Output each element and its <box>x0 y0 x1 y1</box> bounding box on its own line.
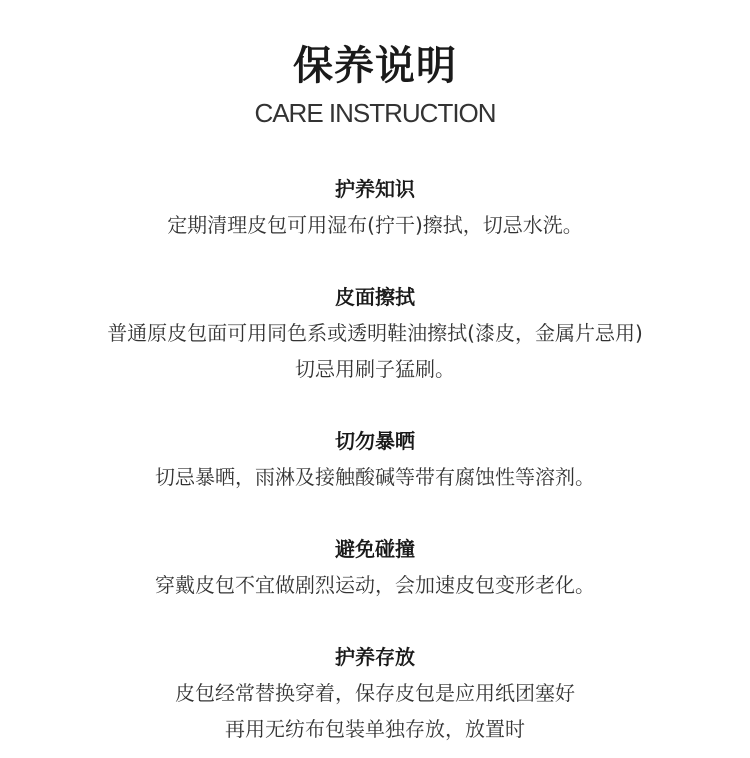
section-text: 再用无纺布包装单独存放，放置时 <box>225 717 525 741</box>
section-care-knowledge <box>0 175 750 243</box>
section-heading: 护养存放 <box>335 645 415 669</box>
section-text: 切忌暴晒，雨淋及接触酸碱等带有腐蚀性等溶剂。 <box>155 465 595 489</box>
section-text: 定期清理皮包可用湿布(拧干)擦拭，切忌水洗。 <box>167 213 583 237</box>
section-avoid-sun <box>0 427 750 495</box>
section-heading: 切勿暴晒 <box>335 429 415 453</box>
section-heading: 护养知识 <box>335 177 415 201</box>
section-text: 皮包经常替换穿着，保存皮包是应用纸团塞好 <box>175 681 575 705</box>
page-title: 保养说明 <box>293 43 457 89</box>
section-text: 穿戴皮包不宜做剧烈运动，会加速皮包变形老化。 <box>155 573 595 597</box>
section-heading: 皮面擦拭 <box>335 285 415 309</box>
section-storage <box>0 643 750 747</box>
section-text: 切忌用刷子猛刷。 <box>295 357 455 381</box>
section-avoid-impact <box>0 535 750 603</box>
section-surface-wipe <box>0 283 750 387</box>
page-subtitle: CARE INSTRUCTION <box>254 98 496 128</box>
section-heading: 避免碰撞 <box>335 537 415 561</box>
section-text: 普通原皮包面可用同色系或透明鞋油擦拭(漆皮，金属片忌用) <box>107 321 643 345</box>
